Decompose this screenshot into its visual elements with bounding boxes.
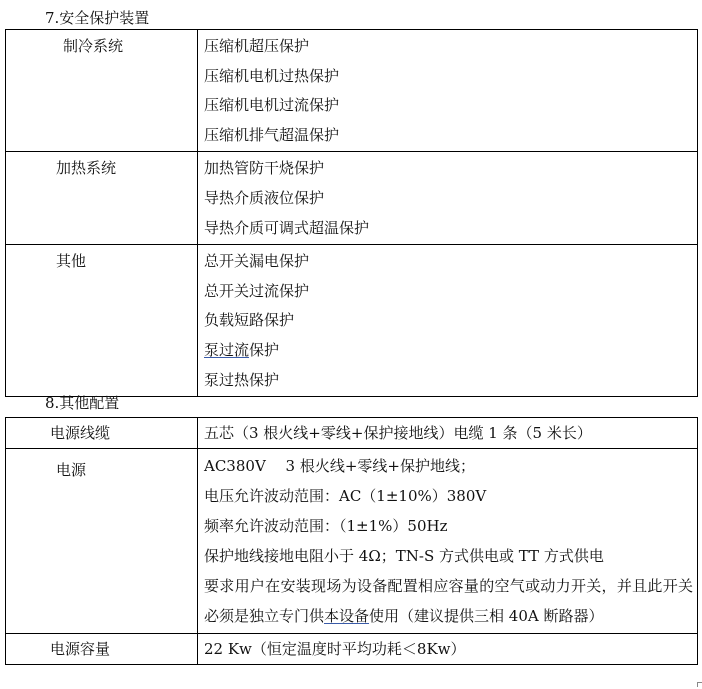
list-item: 压缩机超压保护 [204,37,310,55]
table-row [6,30,698,152]
list-item: 负载短路保护 [204,311,295,330]
power-line: 电压允许波动范围：AC（1±10%）380V [204,487,487,505]
list-item: 压缩机电机过热保护 [204,66,340,85]
other-config-table [5,417,698,665]
underlined-text: 本设备 [324,607,370,625]
requirement-text: 要求用户在安装现场为设备配置相应容量的空气或动力开关，并且此开关必须是独立专门供 [204,577,693,625]
requirement-text-end: 使用（建议提供三相 40A 断路器） [369,607,604,625]
row-label-other: 其他 [6,245,198,397]
row-label-heating: 加热系统 [6,152,198,245]
power-requirement [204,571,693,631]
underlined-text: 泵过流 [204,340,250,359]
list-item: 泵过热保护 [204,370,280,389]
table-row [6,245,698,397]
table-row [6,418,698,449]
power-line: AC380V 3 根火线+零线+保护地线； [204,457,475,475]
corner-marker [697,682,702,687]
power-line: 频率允许波动范围：（1±1%）50Hz [204,517,448,535]
list-item: 导热介质可调式超温保护 [204,218,370,237]
list-item: 导热介质液位保护 [204,188,325,207]
row-items-refrigeration [198,30,698,152]
section-7-title: 7.安全保护装置 [45,9,150,27]
table-row [6,449,698,634]
capacity-label: 电源容量 [6,634,198,665]
list-item-suffix: 保护 [249,340,280,359]
section-8-title: 8.其他配置 [45,394,120,412]
list-item [204,336,697,366]
row-items-heating [198,152,698,245]
power-label: 电源 [6,449,198,634]
row-items-other [198,245,698,397]
list-item: 总开关过流保护 [204,281,310,300]
capacity-value: 22 Kw（恒定温度时平均功耗＜8Kw） [198,634,698,665]
list-item: 总开关漏电保护 [204,252,310,271]
power-line: 保护地线接地电阻小于 4Ω；TN-S 方式供电或 TT 方式供电 [204,547,604,565]
list-item: 压缩机排气超温保护 [204,125,340,144]
table-row [6,634,698,665]
table-row [6,152,698,245]
cable-label: 电源线缆 [6,418,198,449]
cable-value: 五芯（3 根火线+零线+保护接地线）电缆 1 条（5 米长） [198,418,698,449]
list-item: 加热管防干烧保护 [204,159,325,178]
safety-protection-table [5,29,698,397]
row-label-refrigeration: 制冷系统 [6,30,198,152]
list-item: 压缩机电机过流保护 [204,96,340,115]
power-details [198,449,698,634]
